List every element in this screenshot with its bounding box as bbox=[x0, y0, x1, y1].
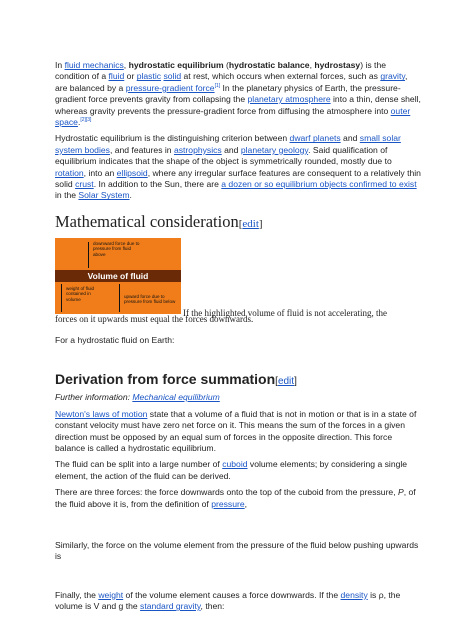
derivation-paragraph-1 bbox=[55, 409, 421, 455]
text: , into an bbox=[83, 167, 117, 178]
down-arrow-top bbox=[88, 242, 89, 268]
pressure-symbol: P bbox=[397, 487, 404, 498]
link-density[interactable]: density bbox=[340, 589, 368, 600]
intro-paragraph-1 bbox=[55, 60, 421, 128]
edit-section-link: [edit] bbox=[238, 217, 263, 230]
link-solid[interactable]: solid bbox=[163, 71, 182, 82]
term-hydrostatic-equilibrium: hydrostatic equilibrium bbox=[128, 60, 224, 70]
link-fluid[interactable]: fluid bbox=[108, 71, 125, 82]
text: , of the fluid above it is, from the definition of bbox=[55, 487, 416, 509]
downward-force-label: downward force due to pressure from fluid above bbox=[93, 240, 140, 257]
text: . bbox=[129, 190, 132, 201]
text: volume elements; by considering a single element, the action of the fluid can be derived. bbox=[55, 459, 408, 481]
link-outer-space[interactable]: outer space bbox=[55, 105, 411, 128]
heading-text: Mathematical consideration bbox=[55, 211, 239, 231]
term-hydrostatic-balance: hydrostatic balance bbox=[228, 60, 310, 70]
link-mechanical-equilibrium[interactable]: Mechanical equilibrium bbox=[132, 392, 220, 403]
text: ( bbox=[223, 60, 229, 70]
intro-paragraph-2 bbox=[55, 133, 421, 201]
derivation-paragraph-2 bbox=[55, 459, 421, 482]
link-standard-gravity[interactable]: standard gravity bbox=[140, 601, 201, 612]
hydrostatic-fluid-paragraph: For a hydrostatic fluid on Earth: bbox=[55, 334, 175, 345]
down-arrow-weight bbox=[61, 284, 62, 312]
up-arrow-pressure bbox=[119, 284, 120, 312]
link-planetary-geology[interactable]: planetary geology bbox=[240, 144, 309, 155]
derivation-paragraph-4: Similarly, the force on the volume element from the pressure of the fluid below pushing upwards is bbox=[55, 539, 419, 562]
link-astrophysics[interactable]: astrophysics bbox=[173, 144, 222, 155]
link-ellipsoid[interactable]: ellipsoid bbox=[116, 167, 148, 178]
section-heading-mathematical-consideration bbox=[55, 212, 421, 234]
citation-2-3[interactable]: [2][3] bbox=[80, 117, 92, 124]
link-gravity[interactable]: gravity bbox=[380, 71, 406, 82]
section-heading-derivation bbox=[55, 370, 421, 391]
figure-caption-line-2: forces on it upwards must equal the forces downwards. bbox=[55, 313, 254, 324]
further-information bbox=[55, 392, 421, 403]
article-body bbox=[55, 60, 421, 613]
link-fluid-mechanics[interactable]: fluid mechanics bbox=[64, 60, 124, 70]
text: , are balanced by a bbox=[55, 71, 408, 93]
weight-label: weight of fluid contained in volume bbox=[66, 285, 95, 302]
text: at rest, which occurs when external forces, such as bbox=[181, 71, 381, 82]
link-pressure[interactable]: pressure bbox=[211, 498, 245, 509]
link-cuboid[interactable]: cuboid bbox=[222, 459, 248, 470]
volume-label: Volume of fluid bbox=[87, 270, 149, 281]
derivation-paragraph-3 bbox=[55, 487, 421, 510]
link-pressure-gradient-force[interactable]: pressure-gradient force bbox=[125, 82, 215, 93]
edit-link[interactable]: edit bbox=[242, 217, 259, 230]
text: , then: bbox=[200, 601, 225, 612]
text: , where any irregular surface features are consequent to a relatively thin solid bbox=[55, 167, 421, 190]
text: In bbox=[55, 60, 65, 70]
text: Hydrostatic equilibrium is the distinguishing criterion between bbox=[55, 133, 290, 144]
volume-of-fluid-band bbox=[55, 270, 181, 282]
text: is ρ, the volume is V and g the bbox=[55, 589, 401, 612]
hydrostatic-diagram bbox=[55, 238, 181, 314]
text: , and features in bbox=[109, 144, 174, 155]
text: into a thin, dense shell, whereas gravity prevents the pressure-gradient force from diffusing the atmosphere into bbox=[55, 94, 421, 116]
text: . Said qualification of equilibrium indicates that the shape of the object is symmetrically rounded, mostly due to bbox=[55, 144, 392, 167]
text: , bbox=[244, 498, 248, 509]
text: Finally, the bbox=[55, 589, 99, 600]
text: The fluid can be split into a large number of bbox=[55, 459, 223, 470]
link-rotation[interactable]: rotation bbox=[55, 167, 84, 178]
text: and bbox=[221, 144, 241, 155]
text: state that a volume of a fluid that is not in motion or that is in a state of constant velocity must have zero net force on it. This means the sum of the forces in a given direction must be opposed by an equal sum of forces in the opposite direction. This force balance is called a hydrostatic equilibrium. bbox=[55, 408, 417, 453]
edit-section-link: [edit] bbox=[275, 376, 297, 388]
text: In the planetary physics of Earth, the pressure-gradient force prevents gravity from collapsing the bbox=[55, 82, 401, 105]
further-prefix: Further information: bbox=[55, 392, 133, 403]
text: ) is the condition of a bbox=[55, 60, 387, 82]
link-plastic[interactable]: plastic bbox=[136, 71, 162, 82]
link-small-solar-system-bodies[interactable]: small solar system bodies bbox=[55, 133, 401, 155]
derivation-paragraph-5 bbox=[55, 590, 421, 613]
link-dwarf-planets[interactable]: dwarf planets bbox=[289, 133, 341, 144]
link-planetary-atmosphere[interactable]: planetary atmosphere bbox=[247, 94, 331, 105]
link-solar-system[interactable]: Solar System bbox=[78, 190, 130, 201]
term-hydrostasy: hydrostasy bbox=[314, 60, 361, 70]
text: . In addition to the Sun, there are bbox=[93, 179, 222, 190]
text: , bbox=[309, 60, 315, 70]
link-newtons-laws[interactable]: Newton's laws of motion bbox=[55, 408, 148, 419]
upward-force-label: upward force due to pressure from fluid below bbox=[124, 293, 176, 305]
edit-link[interactable]: edit bbox=[277, 376, 295, 388]
text: of the volume element causes a force downwards. If the bbox=[123, 589, 341, 600]
heading-text: Derivation from force summation bbox=[55, 371, 276, 388]
text: and bbox=[340, 133, 360, 144]
text: There are three forces: the force downwards onto the top of the cuboid from the pressure, bbox=[55, 487, 398, 498]
figure-caption-line-1: If the highlighted volume of fluid is not accelerating, the bbox=[183, 307, 387, 318]
figure-row bbox=[55, 238, 421, 316]
link-equilibrium-objects[interactable]: a dozen or so equilibrium objects confirmed to exist bbox=[221, 179, 417, 190]
link-weight[interactable]: weight bbox=[98, 589, 124, 600]
text: in the bbox=[55, 190, 79, 201]
text: or bbox=[124, 71, 137, 82]
text: , bbox=[123, 60, 129, 70]
link-crust[interactable]: crust bbox=[75, 179, 94, 190]
text: . bbox=[77, 117, 81, 128]
citation-1[interactable]: [1] bbox=[214, 82, 221, 89]
